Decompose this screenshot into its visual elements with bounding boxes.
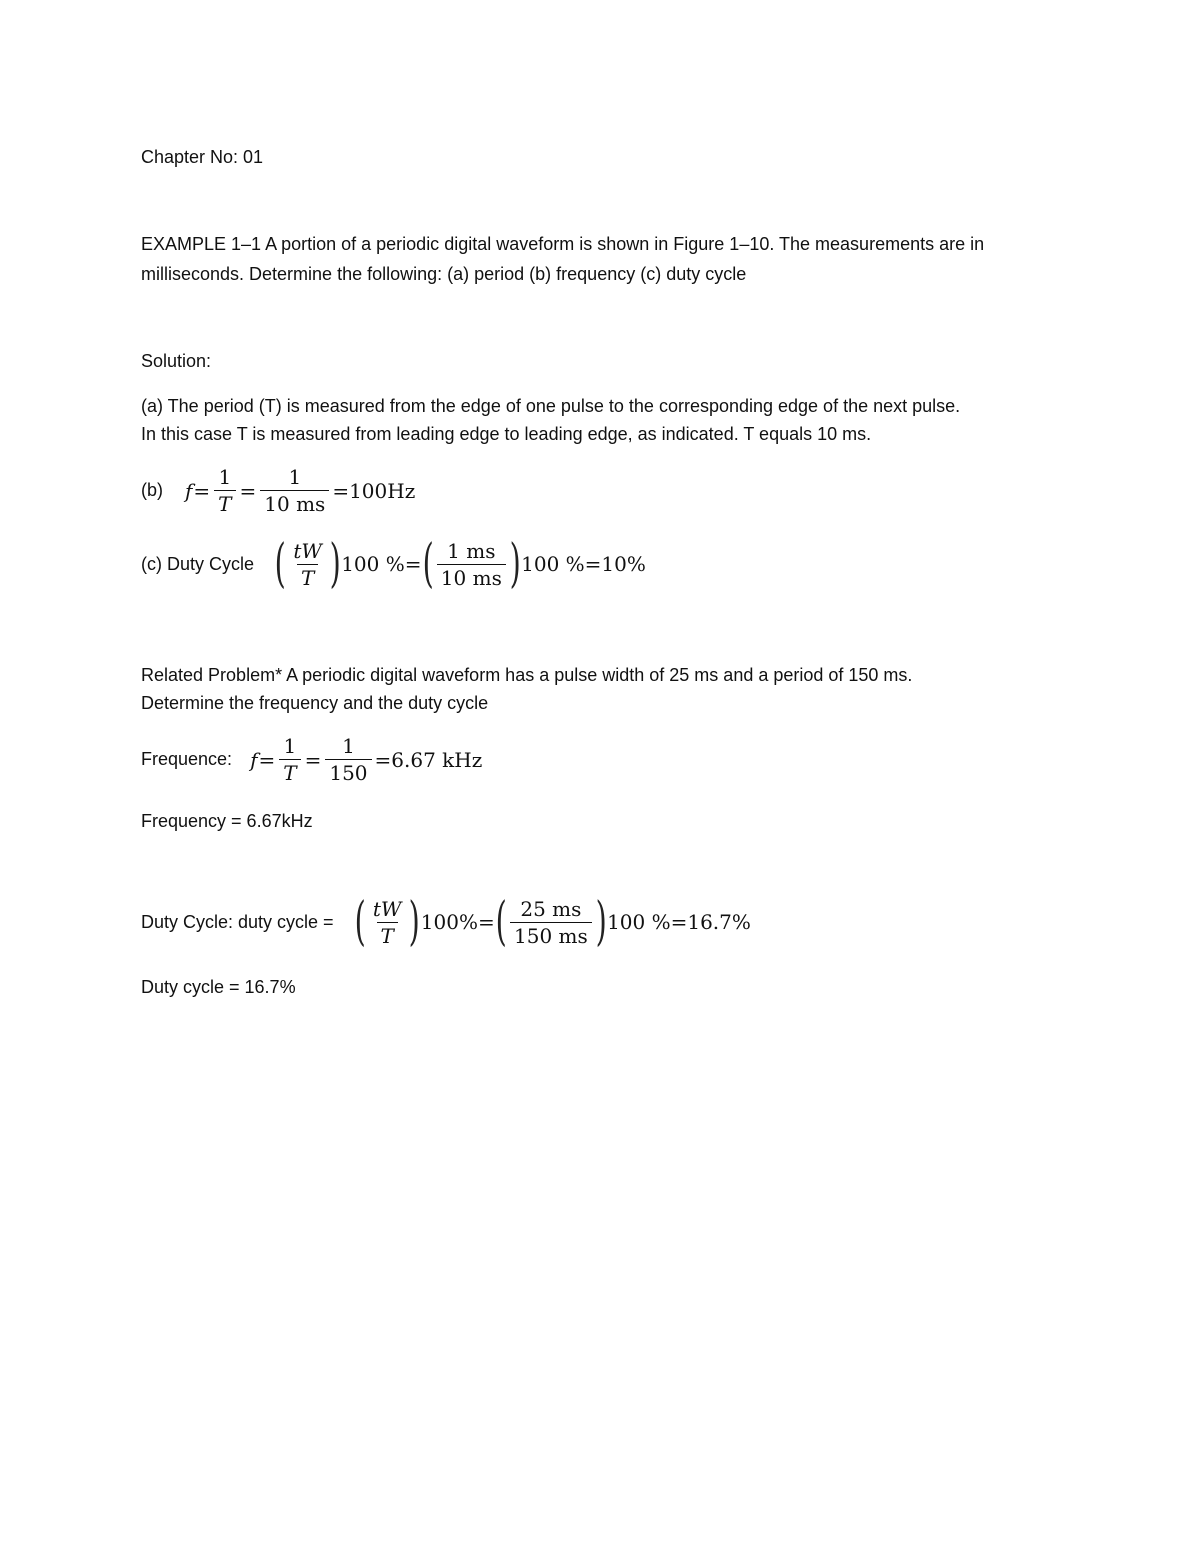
equation-duty-fraction-1 [369,898,406,947]
equation-c-fraction-2 [437,540,506,589]
chapter-heading: Chapter No: 01 [141,147,264,167]
solution-heading: Solution: [141,351,212,371]
left-paren-icon: ( [422,534,434,594]
equation-frequency-num-1: 1 [283,734,297,758]
equation-c-mid: 100 %= [341,552,422,576]
equation-c-result: 100 %=10% [521,552,646,576]
equation-b [141,466,415,515]
equation-frequency-den-2: 150 [325,759,371,784]
equation-b-num-1: 1 [218,465,232,489]
left-paren-icon: ( [354,892,366,952]
equation-duty-cycle [141,892,751,952]
frequency-answer: Frequency = 6.67kHz [141,811,313,831]
equation-b-den-2: 10 ms [260,490,329,515]
example-text-line-1: EXAMPLE 1–1 A portion of a periodic digital waveform is shown in Figure 1–10. The measurements are in [141,234,985,254]
equation-frequency-f: f [250,747,258,772]
equation-c-fraction-1 [289,540,326,589]
left-paren-icon: ( [495,892,507,952]
equation-c [141,534,646,594]
example-text-line-2: milliseconds. Determine the following: (a) period (b) frequency (c) duty cycle [141,264,747,284]
equation-frequency [141,735,482,784]
equation-duty-fraction-2 [510,898,592,947]
related-problem-line-1: Related Problem* A periodic digital waveform has a pulse width of 25 ms and a period of 150 ms. [141,665,913,685]
equation-b-num-2: 1 [288,465,302,489]
right-paren-icon: ) [509,534,521,594]
equation-duty-mid: 100%= [420,910,495,934]
equation-b-label: (b) [141,480,163,500]
duty-cycle-answer: Duty cycle = 16.7% [141,977,296,997]
equation-b-equals-2: = [239,478,257,503]
equation-duty-den-2: 150 ms [510,922,592,947]
related-problem-line-2: Determine the frequency and the duty cycle [141,693,489,713]
equation-duty-den-1: T [377,922,398,947]
equation-c-den-2: 10 ms [437,564,506,589]
right-paren-icon: ) [409,892,421,952]
equation-frequency-den-1: T [279,759,300,784]
equation-b-fraction-1 [214,466,235,515]
equation-c-num-2: 1 ms [447,538,496,563]
solution-a-line-2: In this case T is measured from leading edge to leading edge, as indicated. T equals 10 ms. [141,424,872,444]
equation-frequency-equals-1: = [258,747,276,772]
equation-frequency-fraction-1 [279,735,300,784]
equation-duty-num-2: 25 ms [520,896,582,921]
solution-a-line-1: (a) The period (T) is measured from the edge of one pulse to the corresponding edge of the next pulse. [141,396,961,416]
equation-b-result: =100Hz [332,478,416,503]
equation-frequency-equals-2: = [304,747,322,772]
equation-c-label: (c) Duty Cycle [141,553,255,574]
equation-frequency-fraction-2 [325,735,371,784]
left-paren-icon: ( [274,534,286,594]
equation-b-equals-1: = [193,478,211,503]
equation-frequency-num-2: 1 [342,734,355,758]
equation-frequency-label: Frequence: [141,749,233,769]
equation-b-fraction-2 [260,466,329,515]
equation-b-den-1: T [214,490,235,515]
equation-duty-num-1: tW [372,896,402,921]
equation-c-num-1: tW [293,538,322,563]
equation-frequency-result: =6.67 kHz [374,747,483,772]
equation-b-f: f [185,478,193,503]
right-paren-icon: ) [595,892,607,952]
equation-c-den-1: T [297,564,318,589]
right-paren-icon: ) [329,534,341,594]
equation-duty-label: Duty Cycle: duty cycle = [141,911,334,932]
equation-duty-result: 100 %=16.7% [607,910,751,934]
